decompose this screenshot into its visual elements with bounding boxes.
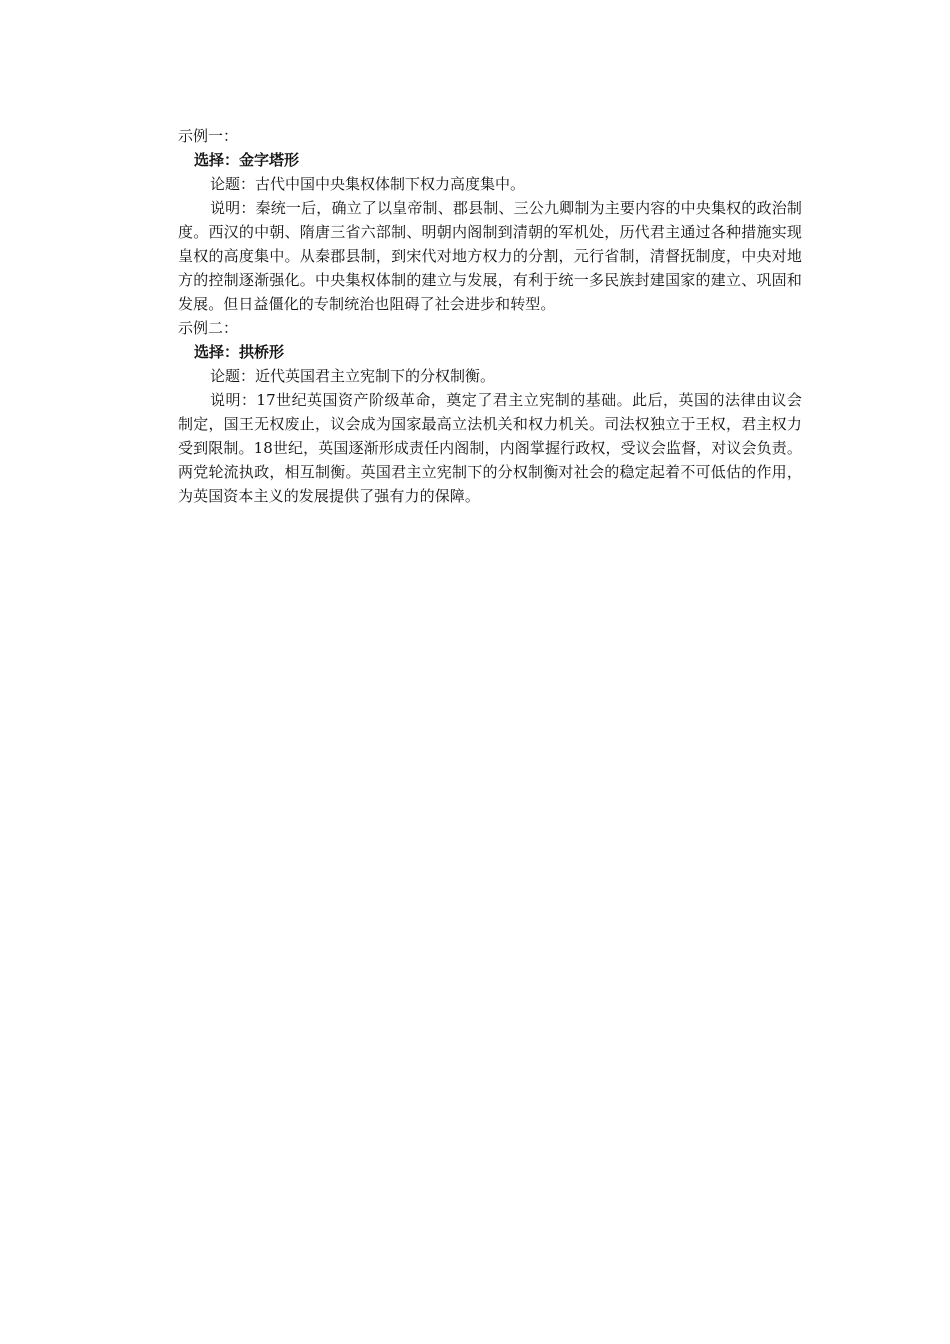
document-body — [178, 124, 802, 508]
example-two — [178, 316, 802, 508]
example-two-choice: 选择：拱桥形 — [194, 343, 285, 361]
example-one-choice: 选择：金字塔形 — [194, 151, 300, 169]
example-two-topic: 论题：近代英国君主立宪制下的分权制衡。 — [210, 367, 496, 385]
example-two-explanation: 说明：17世纪英国资产阶级革命，奠定了君主立宪制的基础。此后，英国的法律由议会制定，国王无权废止，议会成为国家最高立法机关和权力机关。司法权独立于王权，君主权力受到限制。18世纪，英国逐渐形成责任内阁制，内阁掌握行政权，受议会监督，对议会负责。两党轮流执政，相互制衡。英国君主立宪制下的分权制衡对社会的稳定起着不可低估的作用，为英国资本主义的发展提供了强有力的保障。 — [178, 391, 802, 505]
example-one-heading: 示例一： — [178, 127, 239, 145]
example-one — [178, 124, 802, 316]
example-one-explanation: 说明：秦统一后，确立了以皇帝制、郡县制、三公九卿制为主要内容的中央集权的政治制度。西汉的中朝、隋唐三省六部制、明朝内阁制到清朝的军机处，历代君主通过各种措施实现皇权的高度集中。从秦郡县制，到宋代对地方权力的分割，元行省制，清督抚制度，中央对地方的控制逐渐强化。中央集权体制的建立与发展，有利于统一多民族封建国家的建立、巩固和发展。但日益僵化的专制统治也阻碍了社会进步和转型。 — [178, 199, 802, 313]
example-one-topic: 论题：古代中国中央集权体制下权力高度集中。 — [210, 175, 526, 193]
example-two-heading: 示例二： — [178, 319, 239, 337]
